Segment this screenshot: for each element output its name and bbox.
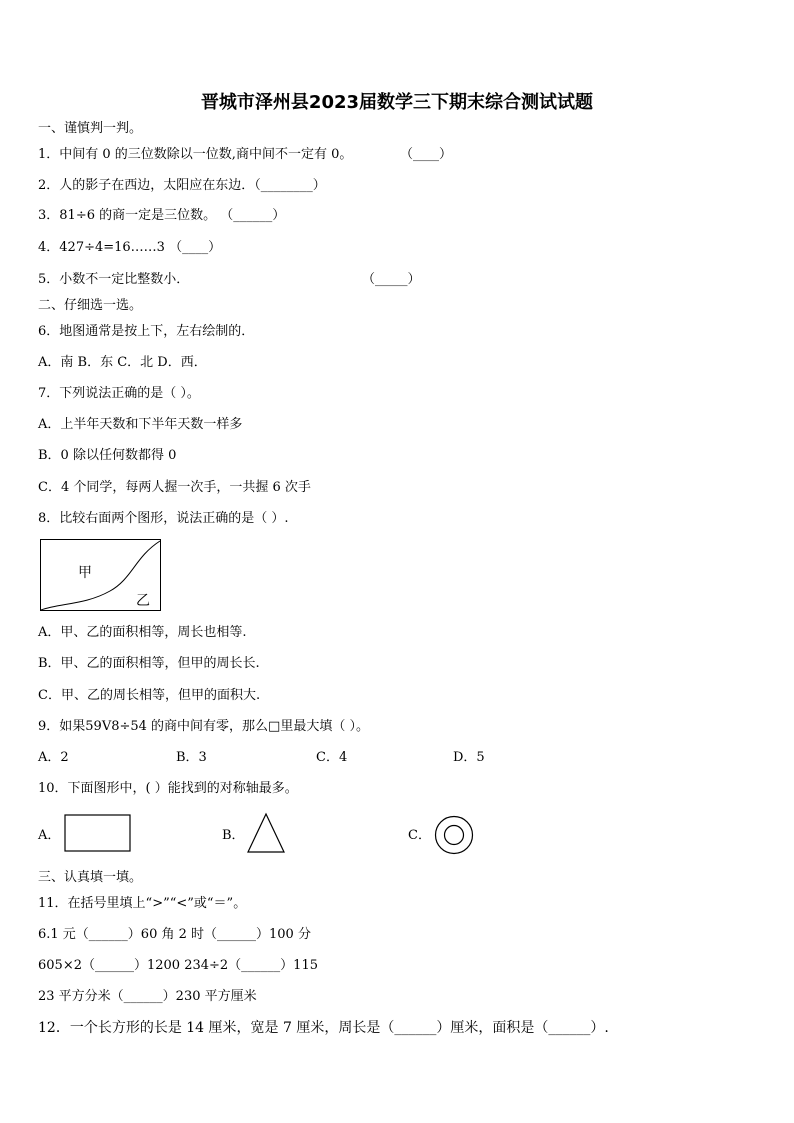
- question-3: 3．81÷6 的商一定是三位数。 （______）: [38, 208, 286, 223]
- question-8-option-c: C．甲、乙的周长相等，但甲的面积大.: [38, 688, 261, 703]
- question-10-option-b: B．: [222, 828, 245, 843]
- question-7-option-b: B．0 除以任何数都得 0: [38, 448, 177, 463]
- label-jia: 甲: [78, 565, 92, 581]
- question-7: 7．下列说法正确的是（ ）。: [38, 386, 200, 401]
- question-6: 6．地图通常是按上下，左右绘制的．: [38, 324, 255, 339]
- question-7-option-a: A．上半年天数和下半年天数一样多: [38, 417, 243, 432]
- question-8: 8．比较右面两个图形，说法正确的是（ ）.: [38, 511, 289, 526]
- section-2-heading: 二、仔细选一选。: [38, 298, 143, 313]
- question-7-option-c: C．4 个同学，每两人握一次手，一共握 6 次手: [38, 480, 311, 495]
- question-12: 12．一个长方形的长是 14 厘米，宽是 7 厘米，周长是（______）厘米，面积是（______）.: [38, 1020, 609, 1036]
- question-11-row-2: 605×2（______）1200 234÷2（______）115: [38, 958, 318, 973]
- question-8-option-b: B．甲、乙的面积相等，但甲的周长长.: [38, 656, 260, 671]
- question-1-blank: （____）: [400, 147, 453, 162]
- question-9-option-a: A．2: [38, 750, 69, 765]
- section-3-heading: 三、认真填一填。: [38, 870, 143, 885]
- question-10-option-a: A．: [38, 828, 61, 843]
- question-4: 4．427÷4=16……3 （____）: [38, 240, 222, 255]
- question-9-option-d: D．5: [453, 750, 485, 765]
- rectangle-shape: [64, 814, 132, 853]
- question-9-option-c: C．4: [316, 750, 348, 765]
- question-8-option-a: A．甲、乙的面积相等，周长也相等.: [38, 625, 247, 640]
- question-11-row-1: 6.1 元（______）60 角 2 时（______）100 分: [38, 927, 311, 942]
- q8-figure: [40, 539, 162, 613]
- question-9: 9．如果59V8÷54 的商中间有零，那么□里最大填（ ）。: [38, 719, 369, 734]
- label-yi: 乙: [136, 593, 150, 609]
- question-6-options: A．南 B．东 C．北 D．西．: [38, 355, 207, 370]
- question-11-row-3: 23 平方分米（______）230 平方厘米: [38, 989, 257, 1004]
- question-1: 1．中间有 0 的三位数除以一位数,商中间不一定有 0。: [38, 147, 353, 162]
- page-title: 晋城市泽州县2023届数学三下期末综合测试试题: [200, 92, 594, 113]
- question-10-option-c: C．: [408, 828, 431, 843]
- question-2: 2．人的影子在西边，太阳应在东边．（________）: [38, 178, 326, 193]
- section-1-heading: 一、谨慎判一判。: [38, 121, 143, 136]
- question-5: 5．小数不一定比整数小．: [38, 272, 190, 287]
- triangle-shape: [246, 812, 286, 854]
- question-5-blank: （_____）: [362, 272, 421, 287]
- concentric-circles-shape: [434, 815, 474, 855]
- question-11: 11．在括号里填上“>”“<”或“＝”。: [38, 896, 247, 911]
- question-10: 10．下面图形中，( ）能找到的对称轴最多。: [38, 781, 298, 796]
- question-9-option-b: B．3: [176, 750, 207, 765]
